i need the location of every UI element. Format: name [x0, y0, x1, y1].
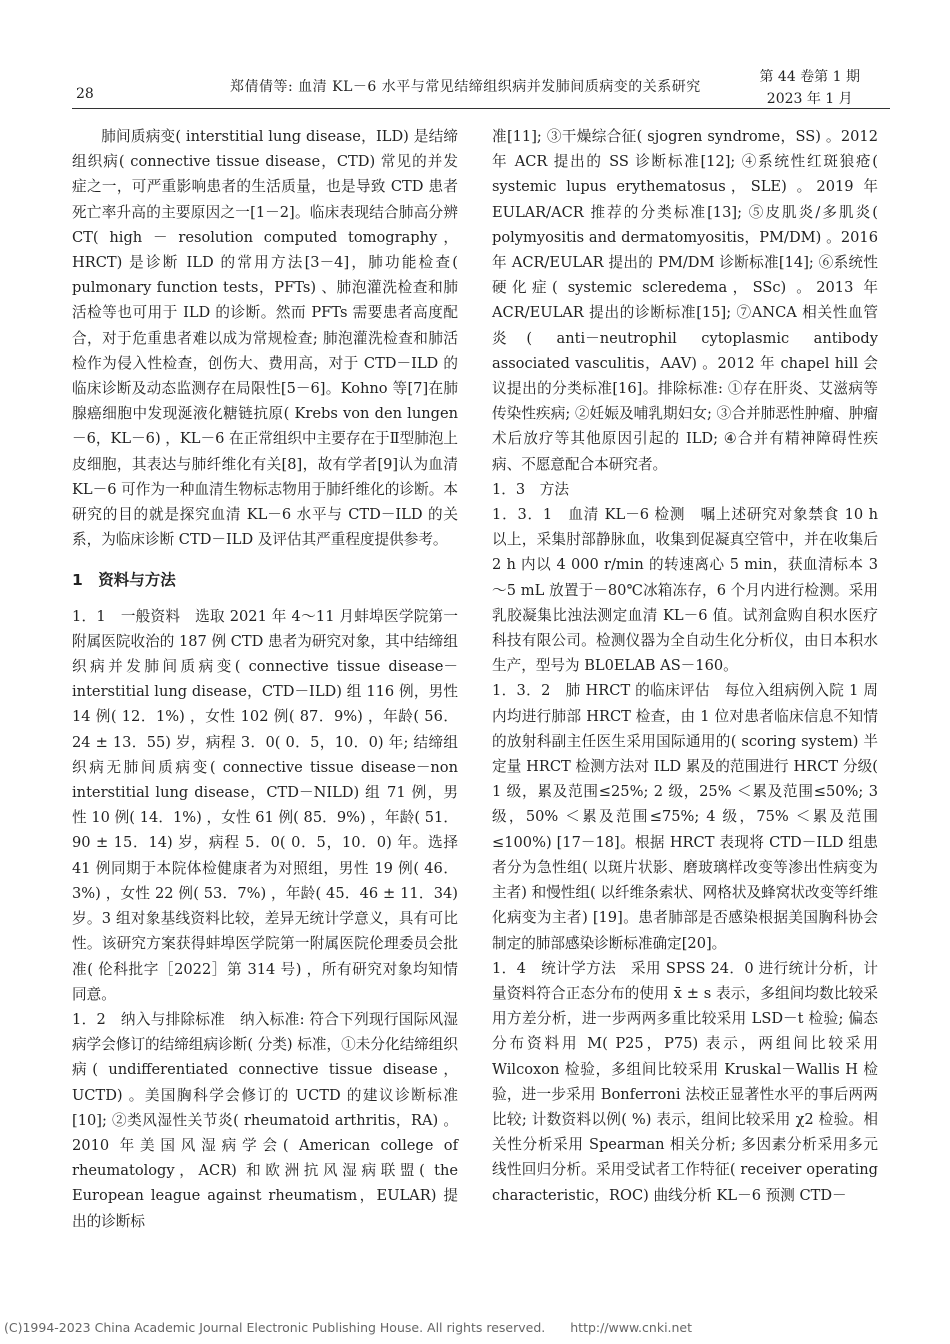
section-1-1-paragraph: 1．1 一般资料 选取 2021 年 4～11 月蚌埠医学院第一附属医院收治的 187 例 CTD 患者为研究对象，其中结缔组织病并发肺间质病变( connective tissue disease－interstitial lung disease，CTD－ILD) 组 116 例，男性 14 例( 12．1%) ，女性 102 例( 87．9%) ，年龄( 56．24 ± 13．55) 岁，病程 3．0( 0．5，10．0) 年; 结缔组织病无肺间质病变( connective tissue disease－non interstitial lung disease，CTD－NILD) 组 71 例，男性 10 例( 14．1%) ，女性 61 例( 85．9%) ，年龄( 51．90 ± 15．14) 岁，病程 5．0( 0．5，10．0) 年。选择 41 例同期于本院体检健康者为对照组，男性 19 例( 46．3%) ，女性 22 例( 53．7%) ，年龄( 45．46 ± 11．34) 岁。3 组对象基线资料比较，差异无统计学意义，具有可比性。该研究方案获得蚌埠医学院第一附属医院伦理委员会批准( 伦科批字［2022］第 314 号) ，所有研究对象均知情同意。 [72, 607, 458, 1003]
page-number: 28 [76, 86, 94, 102]
copyright-footer: (C)1994-2023 China Academic Journal Electronic Publishing House. All rights reserved. http://www.cnki.net [4, 1320, 693, 1335]
right-column [492, 124, 878, 1208]
section-1-3-heading: 1．3 方法 [492, 480, 569, 498]
page-header [72, 64, 890, 109]
section-1-3-2-paragraph: 1．3．2 肺 HRCT 的临床评估 每位入组病例入院 1 周内均进行肺部 HRCT 检查，由 1 位对患者临床信息不知情的放射科副主任医生采用国际通用的( scoring system) 半定量 HRCT 检测方法对 ILD 累及的范围进行 HRCT 分级( 1 级，累及范围≤25%; 2 级，25% ＜累及范围≤50%; 3 级，50% ＜累及范围≤75%; 4 级，75% ＜累及范围≤100%) [17－18]。根据 HRCT 表现将 CTD－ILD 组患者分为急性组( 以斑片状影、磨玻璃样改变等渗出性病变为主者) 和慢性组( 以纤维条索状、网格状及蜂窝状改变等纤维化病变为主者) [19]。患者肺部是否感染根据美国胸科协会制定的肺部感染诊断标准确定[20]。 [492, 682, 878, 952]
section-1-heading: 1 资料与方法 [72, 571, 176, 590]
section-1-2-continued: 准[11]; ③干燥综合征( sjogren syndrome，SS) 。2012 年 ACR 提出的 SS 诊断标准[12]; ④系统性红斑狼疮( systemic lupus erythematosus，SLE) 。2019 年 EULAR/ACR 推荐的分类标准[13]; ⑤皮肌炎/多肌炎( polymyositis and dermatomyositis，PM/DM) 。2016 年 ACR/EULAR 提出的 PM/DM 诊断标准[14]; ⑥系统性硬化症( systemic scleredema，SSc) 。2013 年 ACR/EULAR 提出的诊断标准[15]; ⑦ANCA 相关性血管炎( anti－neutrophil cytoplasmic antibody associated vasculitis，AAV) 。2012 年 chapel hill 会议提出的分类标准[16]。排除标准: ①存在肝炎、艾滋病等传染性疾病; ②妊娠及哺乳期妇女; ③合并肺恶性肿瘤、肿瘤术后放疗等其他原因引起的 ILD; ④合并有精神障碍性疾病、不愿意配合本研究者。 [492, 128, 878, 473]
running-title: 郑倩倩等: 血清 KL－6 水平与常见结缔组织病并发肺间质病变的关系研究 [230, 79, 701, 95]
left-column [72, 124, 458, 1234]
section-1-3-1-paragraph: 1．3．1 血清 KL－6 检测 嘱上述研究对象禁食 10 h 以上，采集肘部静脉血，收集到促凝真空管中，并在收集后 2 h 内以 4 000 r/min 的转速离心 5 min，获血清标本 3～5 mL 放置于－80℃冰箱冻存，6 个月内进行检测。采用乳胶凝集比浊法测定血清 KL－6 值。试剂盒购自积水医疗科技有限公司。检测仪器为全自动生化分析仪，由日本积水生产，型号为 BL0ELAB AS－160。 [492, 506, 878, 675]
journal-volume: 第 44 卷第 1 期 [759, 69, 860, 85]
section-1-2-paragraph: 1．2 纳入与排除标准 纳入标准: 符合下列现行国际风湿病学会修订的结缔组病诊断( 分类) 标准，①未分化结缔组织病( undifferentiated connective tissue disease，UCTD) 。美国胸科学会修订的 UCTD 的建议诊断标准[10]; ②类风湿性关节炎( rheumatoid arthritis，RA) 。2010 年美国风湿病学会( American college of rheumatology，ACR) 和欧洲抗风湿病联盟( the European league against rheumatism，EULAR) 提出的诊断标 [72, 1010, 458, 1230]
journal-info [759, 66, 860, 110]
intro-paragraph: 肺间质病变( interstitial lung disease，ILD) 是结缔组织病( connective tissue disease，CTD) 常见的并发症之一，可严重影响患者的生活质量，也是导致 CTD 患者死亡率升高的主要原因之一[1－2]。临床表现结合肺高分辨 CT( high － resolution computed tomography，HRCT) 是诊断 ILD 的常用方法[3－4]，肺功能检查( pulmonary function tests，PFTs) 、肺泡灌洗检查和肺活检等也可用于 ILD 的诊断。然而 PFTs 需要患者高度配合，对于危重患者难以成为常规检查; 肺泡灌洗检查和肺活检作为侵入性检查，创伤大、费用高，对于 CTD－ILD 的临床诊断及动态监测存在局限性[5－6]。Kohno 等[7]在肺腺癌细胞中发现涎液化糖链抗原( Krebs von den lungen－6，KL－6) ，KL－6 在正常组织中主要存在于Ⅱ型肺泡上皮细胞，其表达与肺纤维化有关[8]，故有学者[9]认为血清 KL－6 可作为一种血清生物标志物用于肺纤维化的诊断。本研究的目的就是探究血清 KL－6 水平与 CTD－ILD 的关系，为临床诊断 CTD－ILD 及评估其严重程度提供参考。 [72, 128, 458, 549]
journal-date: 2023 年 1 月 [766, 91, 853, 107]
section-1-4-paragraph: 1．4 统计学方法 采用 SPSS 24．0 进行统计分析，计量资料符合正态分布的使用 x̄ ± s 表示，多组间均数比较采用方差分析，进一步两两多重比较采用 LSD－t 检验; 偏态分布资料用 M( P25，P75) 表示，两组间比较采用 Wilcoxon 检验，多组间比较采用 Kruskal－Wallis H 检验，进一步采用 Bonferroni 法校正显著性水平的事后两两比较; 计数资料以例( %) 表示，组间比较采用 χ2 检验。相关性分析采用 Spearman 相关分析; 多因素分析采用多元线性回归分析。采用受试者工作特征( receiver operating characteristic，ROC) 曲线分析 KL－6 预测 CTD－ [492, 959, 878, 1204]
